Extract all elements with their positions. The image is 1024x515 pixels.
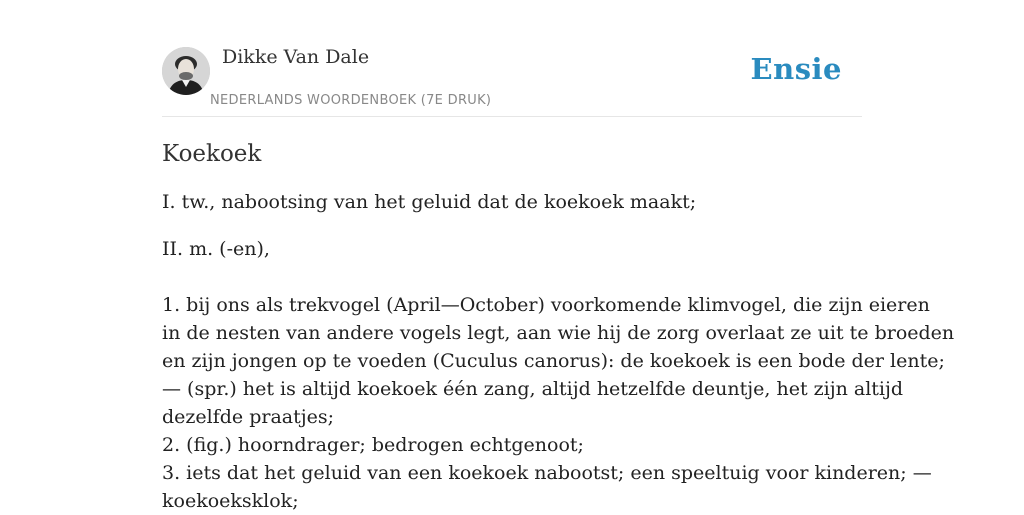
definition-line: — (spr.) het is altijd koekoek één zang, altijd hetzelfde deuntje, het zijn altijd [162,378,904,400]
paragraph-break [162,263,862,291]
portrait-avatar-icon [162,47,210,95]
definition-line: 1. bij ons als trekvogel (April—October) voorkomende klimvogel, die zijn eieren [162,294,930,316]
entry-title: Koekoek [162,141,262,167]
entry-content [162,138,955,515]
header [162,0,862,117]
sense-1-text: I. tw., nabootsing van het geluid dat de koekoek maakt; [162,191,697,213]
definition-line: 3. iets dat het geluid van een koekoek nabootst; een speeltuig voor kinderen; — [162,462,932,484]
ensie-logo-link[interactable]: Ensie [750,52,842,86]
author-name[interactable]: Dikke Van Dale [222,46,370,68]
definition-line: en zijn jongen op te voeden (Cuculus canorus): de koekoek is een bode der lente; [162,350,945,372]
definition-line: koekoeksklok; [162,490,299,512]
definition-line: 2. (fig.) hoorndrager; bedrogen echtgenoot; [162,434,584,456]
page [162,0,955,512]
definition-line: in de nesten van andere vogels legt, aan wie hij de zorg overlaat ze uit te broeden [162,322,955,344]
definition-line: dezelfde praatjes; [162,406,335,428]
author-avatar[interactable] [162,47,210,95]
source-label[interactable]: NEDERLANDS WOORDENBOEK (7E DRUK) [210,93,492,108]
sense-2-text: II. m. (-en), [162,238,270,260]
